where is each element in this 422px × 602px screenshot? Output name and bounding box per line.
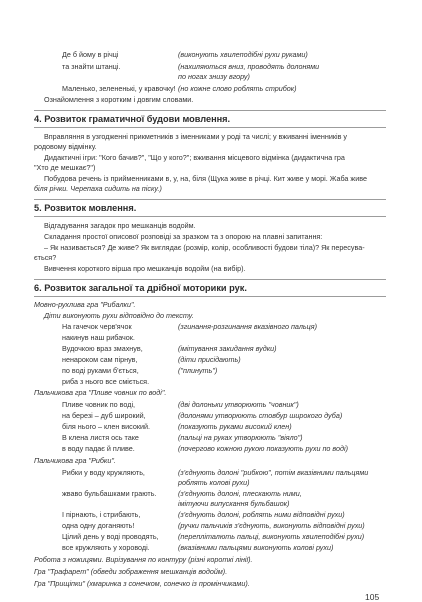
s5-paragraph-4: Вивчення короткого вірша про мешканців водойм (на вибір). — [44, 264, 246, 273]
verse-action: (показують руками високий клен) — [178, 422, 292, 431]
section-6-heading: 6. Розвиток загальної та дрібної моторики рук. — [34, 283, 247, 293]
activity-scissors: Робота з ножицями. Вирізування по контуру (різні короткі лінії). — [34, 555, 253, 564]
verse-line: Пливе човник по воді, — [62, 400, 136, 409]
verse-action: (з'єднують долоні, роблять ними відповідні рухи) — [178, 510, 345, 519]
s4-paragraph-1: Вправляння в узгодженні прикметників з іменниками у роді та числі; у вживанні іменників у — [44, 132, 348, 141]
game-1-intro: Діти виконують рухи відповідно до тексту. — [44, 311, 194, 320]
poem-line-3: Маленько, зелененькі, у кравочку! — [62, 84, 176, 93]
poem-action-3: (но кожне слово роблять стрибок) — [178, 84, 297, 93]
verse-line: В клена листя ось таке — [62, 433, 139, 442]
s4-paragraph-1-cont: родовому відмінку. — [34, 142, 97, 151]
s5-paragraph-3: – Як називається? Де живе? Як виглядає (розмір, колір, особливості будови тіла)? Як пересува- — [44, 243, 365, 252]
verse-action: (імітування закидання вудки) — [178, 344, 277, 353]
verse-line: жваво бульбашками грають. — [62, 489, 157, 498]
game-1-title: Мовно-рухлива гра "Рибалки". — [34, 300, 136, 309]
verse-action: ("плинуть") — [178, 366, 218, 375]
s4-paragraph-3-cont: біля річки. Черепаха сидить на піску.) — [34, 184, 162, 193]
verse-line: на березі – дуб широкий, — [62, 411, 146, 420]
verse-action: (вказівними пальцями виконують колові рухи) — [178, 543, 334, 552]
verse-line: все кружляють у хороводі. — [62, 543, 150, 552]
section-5-heading: 5. Розвиток мовлення. — [34, 203, 137, 213]
s4-paragraph-2-cont: "Хто де мешкає?") — [34, 163, 96, 172]
verse-line: Вудочкою враз змахнув, — [62, 344, 143, 353]
verse-action: (діти присідають) — [178, 355, 241, 364]
verse-action: (з'єднують долоні "рибкою", потім вказівними пальцями — [178, 468, 369, 477]
section-divider — [34, 110, 386, 111]
section-divider — [34, 216, 386, 217]
poem-note: Ознайомлення з коротким і довгим словами. — [44, 95, 194, 104]
section-divider — [34, 199, 386, 200]
verse-line: І пірнають, і стрибають, — [62, 510, 141, 519]
verse-line: в воду падає й пливе. — [62, 444, 135, 453]
verse-line: Цілий день у воді проводять, — [62, 532, 159, 541]
section-divider — [34, 127, 386, 128]
poem-line-1: Де б йому в річці — [62, 50, 119, 59]
verse-line: риба з нього все сміється. — [62, 377, 150, 386]
game-2-title: Пальчикова гра "Пливе човник по воді". — [34, 388, 167, 397]
verse-action: імітуючи випускання бульбашок) — [178, 499, 290, 508]
game-3-title: Пальчикова гра "Рибки". — [34, 456, 116, 465]
poem-action-2: (нахиляються вниз, проводять долонями — [178, 62, 320, 71]
activity-clothespins: Гра "Прищіпки" (хмаринка з сонечком, сонечко із промінчиками). — [34, 579, 250, 588]
poem-line-2: та знайти штанці. — [62, 62, 121, 71]
page-number: 105 — [365, 592, 380, 602]
verse-line: по воді руками б'ється, — [62, 366, 139, 375]
verse-action: (пальці на руках утворюють "віяло") — [178, 433, 303, 442]
section-divider — [34, 279, 386, 280]
verse-line: ненароком сам пірнув, — [62, 355, 138, 364]
verse-action: (перепліталють пальці, виконують хвилеподібні рухи) — [178, 532, 365, 541]
s5-paragraph-2: Складання простої описової розповіді за зразком та з опорою на плавні запитання: — [44, 232, 323, 241]
verse-action: роблять колові рухи) — [178, 478, 250, 487]
verse-action: (дві долоньки утворюють "човник") — [178, 400, 299, 409]
verse-action: (згинання-розгинання вказівного пальця) — [178, 322, 318, 331]
verse-line: На гачечок черв'ячок — [62, 322, 132, 331]
verse-line: накинув наш рибачок. — [62, 333, 135, 342]
section-4-heading: 4. Розвиток граматичної будови мовлення. — [34, 114, 231, 124]
verse-action: (долонями утворюють стовбур широкого дуба) — [178, 411, 343, 420]
s4-paragraph-2: Дидактичні ігри: "Кого бачив?", "Що у кого?"; вживання місцевого відмінка (дидактична гра — [44, 153, 345, 162]
verse-action: (почергово кожною рукою показують рухи по воді) — [178, 444, 348, 453]
verse-action: (ручки пальчиків з'єднують, виконують відповідні рухи) — [178, 521, 365, 530]
poem-action-1: (виконують хвилеподібні рухи руками) — [178, 50, 308, 59]
s4-paragraph-3: Побудова речень із прийменниками в, у, на, біля (Щука живе в річці. Кит живе у морі. Жаба живе — [44, 174, 367, 183]
activity-stencil: Гра "Трафарет" (обведи зображення мешканців водойм). — [34, 567, 228, 576]
verse-line: біля нього – клен високий. — [62, 422, 151, 431]
s5-paragraph-3-cont: ється? — [34, 253, 57, 262]
section-divider — [34, 296, 386, 297]
s5-paragraph-1: Відгадування загадок про мешканців водойм. — [44, 221, 196, 230]
verse-action: (з'єднують долоні, плескають ними, — [178, 489, 302, 498]
poem-action-2-cont: по ногах знизу вгору) — [178, 72, 250, 81]
verse-line: Рибки у воду кружляють, — [62, 468, 145, 477]
verse-line: одна одну доганяють! — [62, 521, 135, 530]
